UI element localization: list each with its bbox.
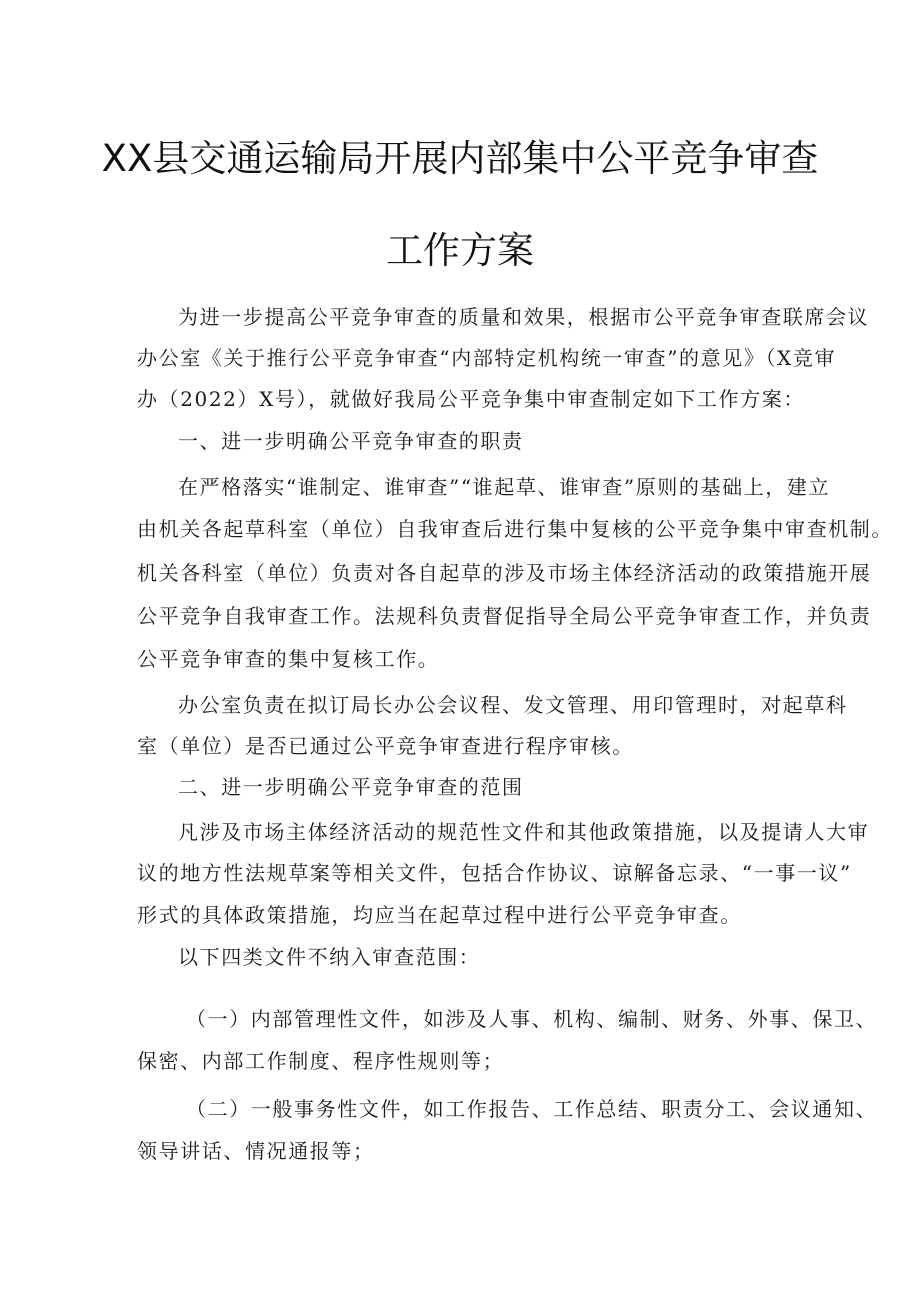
paragraph-line: 以下四类文件不纳入审查范围： xyxy=(178,945,481,969)
paragraph-line: 公平竞争自我审查工作。法规科负责督促指导全局公平竞争审查工作，并负责 xyxy=(137,604,872,628)
paragraph-line: 凡涉及市场主体经济活动的规范性文件和其他政策措施，以及提请人大审 xyxy=(178,820,870,844)
list-item: （一）内部管理性文件，如涉及人事、机构、编制、财务、外事、保卫、 xyxy=(186,1007,878,1031)
section-heading: 一、进一步明确公平竞争审查的职责 xyxy=(178,429,524,453)
list-item: （二）一般事务性文件，如工作报告、工作总结、职责分工、会议通知、 xyxy=(186,1097,878,1121)
paragraph-line: 室（单位）是否已通过公平竞争审查进行程序审核。 xyxy=(137,734,634,758)
document-title-line-1: XX县交通运输局开展内部集中公平竞争审查 xyxy=(101,137,819,180)
paragraph-line: 由机关各起草科室（单位）自我审查后进行集中复核的公平竞争集中审查机制。 xyxy=(137,517,893,541)
list-item-continuation: 保密、内部工作制度、程序性规则等； xyxy=(137,1049,505,1073)
section-heading: 二、进一步明确公平竞争审查的范围 xyxy=(178,775,524,799)
list-item-continuation: 领导讲话、情况通报等； xyxy=(137,1139,375,1163)
paragraph-line: 议的地方性法规草案等相关文件，包括合作协议、谅解备忘录、“一事一议” xyxy=(137,861,852,885)
paragraph-line: 办公室负责在拟订局长办公会议程、发文管理、用印管理时，对起草科 xyxy=(178,693,848,717)
paragraph-line: 办公室《关于推行公平竞争审查“内部特定机构统一审查”的意见》（X竞审 xyxy=(137,346,837,370)
paragraph-line: 形式的具体政策措施，均应当在起草过程中进行公平竞争审查。 xyxy=(137,903,742,927)
paragraph-line: 为进一步提高公平竞争审查的质量和效果，根据市公平竞争审查联席会议 xyxy=(178,305,870,329)
paragraph-line: 机关各科室（单位）负责对各自起草的涉及市场主体经济活动的政策措施开展 xyxy=(137,561,872,585)
document-title-line-2: 工作方案 xyxy=(386,229,534,272)
paragraph-line: 公平竞争审查的集中复核工作。 xyxy=(137,647,440,671)
paragraph-line: 在严格落实“谁制定、谁审查”“谁起草、谁审查”原则的基础上，建立 xyxy=(178,475,831,499)
paragraph-line: 办（2022）X号），就做好我局公平竞争集中审查制定如下工作方案： xyxy=(137,387,805,411)
